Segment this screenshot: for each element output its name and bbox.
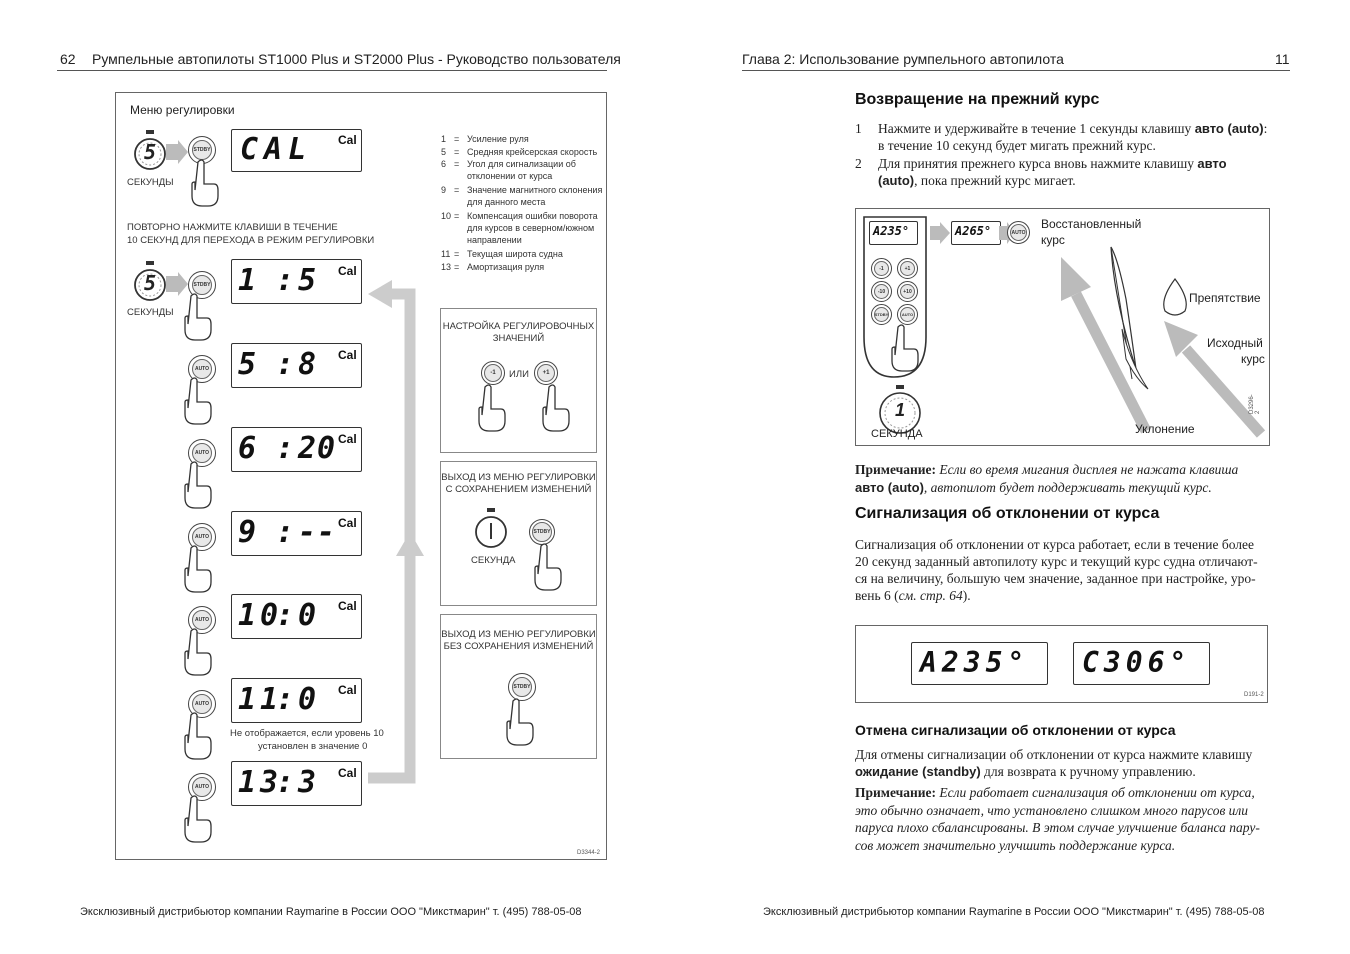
lcd-level: 10: [238, 598, 283, 633]
lcd-display-row: [231, 427, 362, 472]
auto-button-row[interactable]: AUTO: [188, 606, 216, 634]
remote-stdby[interactable]: STDBY: [871, 304, 892, 325]
standby-button-row[interactable]: STDBY: [188, 271, 216, 299]
standby-button-save[interactable]: STDBY: [529, 519, 555, 545]
lcd-level: 11: [238, 682, 283, 717]
auto-button-row[interactable]: AUTO: [188, 355, 216, 383]
label-deviation: Уклонение: [1135, 422, 1195, 436]
remote-plus1[interactable]: +1: [897, 258, 918, 279]
right-header-title: Глава 2: Использование румпельного автопилота: [742, 51, 1064, 67]
lcd-colon: :: [276, 682, 301, 717]
auto-button-row[interactable]: AUTO: [188, 439, 216, 467]
figure-title: Меню регулировки: [130, 103, 235, 117]
note-level-11-line1: Не отображается, если уровень 10: [230, 728, 384, 739]
remote-minus1[interactable]: -1: [871, 258, 892, 279]
obstacle-icon: [1160, 277, 1190, 324]
hand-icon-adjust-1: [473, 383, 507, 438]
hand-icon-remote: [886, 323, 920, 378]
auto-button-fig2[interactable]: AUTO: [1007, 221, 1030, 244]
hand-icon-nosave: [501, 697, 535, 752]
timer-value-remote: 1: [895, 400, 906, 420]
hand-icon-1: [186, 158, 220, 213]
lcd-display-row: [231, 511, 362, 556]
standby-button-1[interactable]: STDBY: [188, 136, 216, 164]
section2-paragraph: Сигнализация об отклонении от курса работает, если в течение более 20 секунд заданный автопилоту курс и текущий курс судна отличают- ся на величину, большую чем значение, заданное при настройке, уро- вень 6 (см. стр. 64).: [855, 537, 1258, 603]
plus-one-button[interactable]: +1: [534, 361, 558, 385]
auto-button-row[interactable]: AUTO: [188, 523, 216, 551]
hand-icon: [179, 794, 213, 849]
section3-paragraph: Для отмены сигнализации об отклонении от курса нажмите клавишу ожидание (standby) для возврата к ручному управлению.: [855, 747, 1253, 779]
cal-tag: Cal: [338, 683, 357, 697]
lcd-colon: :: [276, 765, 301, 800]
hand-icon-adjust-2: [537, 383, 571, 438]
note-2: Примечание: Если работает сигнализация об отклонении от курса, это обычно означает, что установлено слишком много парусов или паруса плохо сбалансированы. В этом случае улучшение баланса пару- сов может значительно улучшить поддержание курса.: [855, 785, 1260, 853]
figure-code-left: D3344-2: [577, 850, 601, 856]
box-exit-nosave: ВЫХОД ИЗ МЕНЮ РЕГУЛИРОВКИ БЕЗ СОХРАНЕНИЯ ИЗМЕНЕНИЙ STDBY: [440, 614, 597, 759]
label-original-2: курс: [1241, 352, 1265, 366]
note-level-11-line2: установлен в значение 0: [258, 741, 368, 752]
left-header-rule: [57, 70, 607, 71]
hand-icon: [179, 460, 213, 515]
lcd-value: 0: [298, 598, 318, 633]
lcd-c306: C306°: [1073, 642, 1210, 685]
display-lcd-fig2: A265°: [951, 221, 1001, 245]
hand-icon-save: [529, 542, 563, 597]
lcd-colon: :: [276, 347, 301, 382]
hand-icon: [179, 711, 213, 766]
timer-value-2: 5: [144, 271, 157, 295]
box-exit-save: ВЫХОД ИЗ МЕНЮ РЕГУЛИРОВКИ С СОХРАНЕНИЕМ ИЗМЕНЕНИЙ STDBY СЕКУНДА: [440, 461, 597, 606]
lcd-value: 0: [298, 682, 318, 717]
label-restored-1: Восстановленный: [1041, 217, 1142, 231]
lcd-level: 5: [238, 347, 261, 382]
label-original-1: Исходный: [1207, 336, 1263, 350]
lcd-display-row: [231, 761, 362, 806]
minus-one-button[interactable]: -1: [481, 361, 505, 385]
lcd-display-row: [231, 678, 362, 723]
left-header-title: Румпельные автопилоты ST1000 Plus и ST2000 Plus - Руководство пользователя: [92, 51, 621, 67]
arrow-right-icon-fig2: [930, 222, 950, 249]
lcd-colon: :: [276, 431, 301, 466]
hand-icon: [179, 292, 213, 347]
repeat-instruction-2: 10 СЕКУНД ДЛЯ ПЕРЕХОДА В РЕЖИМ РЕГУЛИРОВКИ: [127, 235, 375, 246]
remote-plus10[interactable]: +10: [897, 281, 918, 302]
remote-auto[interactable]: AUTO: [897, 304, 918, 325]
lcd-a235: A235°: [911, 642, 1048, 685]
second-label: СЕКУНДА: [871, 428, 923, 440]
left-footer: Эксклюзивный дистрибьютор компании Raymarine в России ООО "Микстмарин" т. (495) 788-05-08: [80, 906, 582, 918]
cal-tag: Cal: [338, 348, 357, 362]
figure-code-fig2: D3296-2: [1249, 394, 1261, 414]
lcd-display-row: [231, 259, 362, 304]
lcd-value: 3: [298, 765, 318, 800]
lcd-value: 8: [298, 347, 318, 382]
hand-icon: [179, 376, 213, 431]
left-page-number: 62: [60, 51, 76, 67]
arrow-right-icon-1: [166, 140, 188, 169]
right-header-rule: [742, 70, 1290, 71]
hand-icon: [179, 627, 213, 682]
timer-value-1: 5: [144, 140, 157, 164]
lcd-colon: :: [276, 263, 301, 298]
box-adjust-values: НАСТРОЙКА РЕГУЛИРОВОЧНЫХ ЗНАЧЕНИЙ -1 ИЛИ +1: [440, 308, 597, 453]
section-title-return-course: Возвращение на прежний курс: [855, 91, 1100, 108]
hand-icon: [179, 544, 213, 599]
lcd-value: 5: [298, 263, 318, 298]
cal-tag: Cal: [338, 516, 357, 530]
return-course-figure: [855, 208, 1270, 446]
lcd-colon: :: [276, 598, 301, 633]
cal-tag: Cal: [338, 432, 357, 446]
timer-icon-save: [474, 508, 508, 557]
section-title-off-course-alarm: Сигнализация об отклонении от курса: [855, 505, 1160, 522]
lcd-level: 6: [238, 431, 261, 466]
auto-button-row[interactable]: AUTO: [188, 690, 216, 718]
right-footer: Эксклюзивный дистрибьютор компании Raymarine в России ООО "Микстмарин" т. (495) 788-05-08: [763, 906, 1265, 918]
note-1: Примечание: Если во время мигания дисплея не нажата клавиша авто (auto), автопилот будет поддерживать текущий курс.: [855, 462, 1239, 495]
cal-tag: Cal: [338, 264, 357, 278]
lcd-display-row: [231, 343, 362, 388]
cal-tag: Cal: [338, 599, 357, 613]
figure-code-fig3: D191-2: [1244, 692, 1264, 698]
standby-button-nosave[interactable]: STDBY: [508, 673, 536, 701]
loop-arrow-icon: [362, 270, 432, 795]
auto-button-row[interactable]: AUTO: [188, 773, 216, 801]
lcd-display-cal: CAL Cal: [231, 129, 362, 172]
seconds-label-1: СЕКУНДЫ: [127, 177, 174, 188]
lcd-level: 9: [238, 515, 261, 550]
lcd-value: --: [298, 515, 337, 550]
seconds-label-2: СЕКУНДЫ: [127, 307, 174, 318]
section-title-cancel-alarm: Отмена сигнализации об отклонении от курса: [855, 722, 1176, 738]
label-obstacle: Препятствие: [1189, 291, 1261, 305]
lcd-display-row: [231, 594, 362, 639]
lcd-colon: :: [276, 515, 301, 550]
right-page-number: 11: [1275, 51, 1290, 67]
lcd-level: 1: [238, 263, 261, 298]
label-restored-2: курс: [1041, 233, 1065, 247]
cal-tag: Cal: [338, 766, 357, 780]
lcd-level: 13: [238, 765, 283, 800]
remote-lcd: A235°: [869, 221, 918, 245]
repeat-instruction-1: ПОВТОРНО НАЖМИТЕ КЛАВИШИ В ТЕЧЕНИЕ: [127, 222, 338, 233]
lcd-value: 20: [298, 431, 337, 466]
remote-minus10[interactable]: -10: [871, 281, 892, 302]
off-course-figure: [855, 625, 1268, 703]
